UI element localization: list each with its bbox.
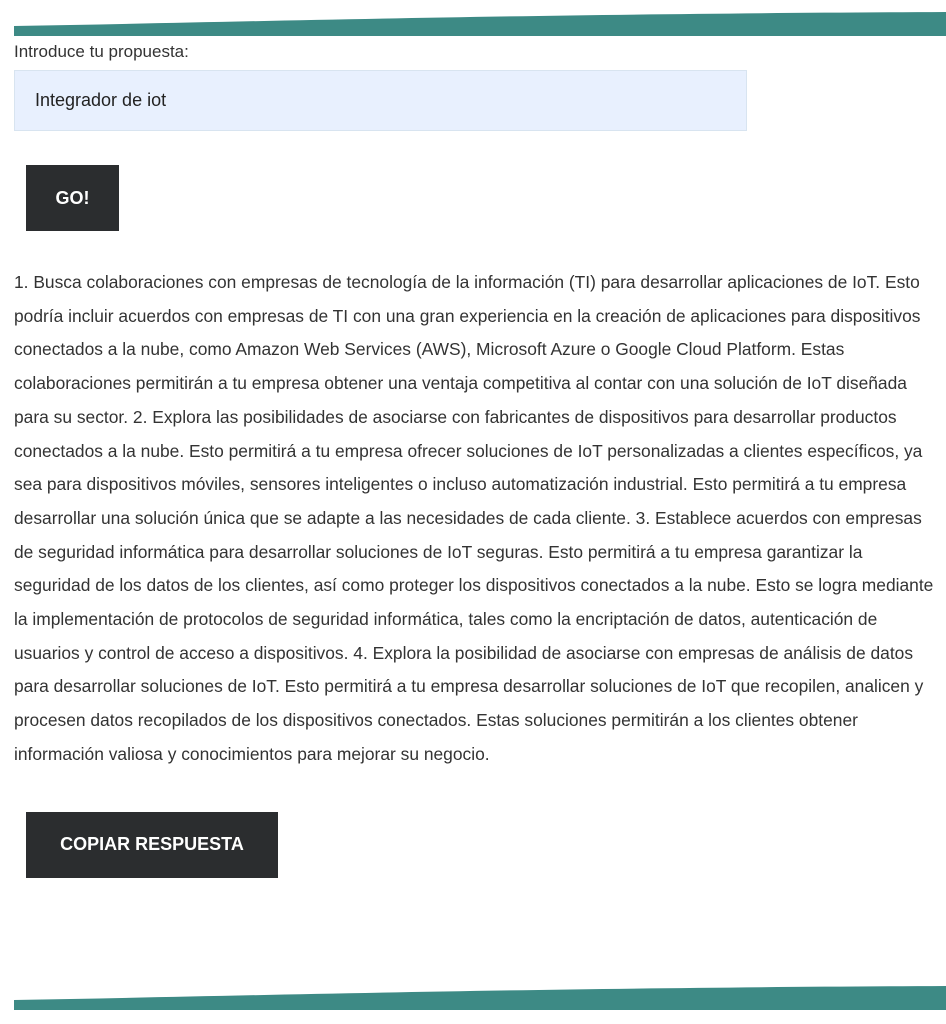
main-content — [14, 40, 934, 878]
proposal-input[interactable] — [14, 70, 747, 131]
proposal-label: Introduce tu propuesta: — [14, 42, 189, 61]
bottom-wave-shape — [14, 986, 946, 1010]
top-wave-shape — [14, 12, 946, 36]
answer-text: 1. Busca colaboraciones con empresas de tecnología de la información (TI) para desarrollar aplicaciones de IoT. Esto podría incluir acuerdos con empresas de TI con una gran experiencia en la creación de aplicaciones para dispositivos conectados a la nube, como Amazon Web Services (AWS), Microsoft Azure o Google Cloud Platform. Estas colaboraciones permitirán a tu empresa obtener una ventaja competitiva al contar con una solución de IoT diseñada para su sector. 2. Explora las posibilidades de asociarse con fabricantes de dispositivos para desarrollar productos conectados a la nube. Esto permitirá a tu empresa ofrecer soluciones de IoT personalizadas a clientes específicos, ya sea para dispositivos móviles, sensores inteligentes o incluso automatización industrial. Esto permitirá a tu empresa desarrollar una solución única que se adapte a las necesidades de cada cliente. 3. Establece acuerdos con empresas de seguridad informática para desarrollar soluciones de IoT seguras. Esto permitirá a tu empresa garantizar la seguridad de los datos de los clientes, así como proteger los dispositivos conectados a la nube. Esto se logra mediante la implementación de protocolos de seguridad informática, tales como la encriptación de datos, autenticación de usuarios y control de acceso a dispositivos. 4. Explora la posibilidad de asociarse con empresas de análisis de datos para desarrollar soluciones de IoT. Esto permitirá a tu empresa desarrollar soluciones de IoT que recopilen, analicen y procesen datos recopilados de los dispositivos conectados. Estas soluciones permitirán a los clientes obtener información valiosa y conocimientos para mejorar su negocio. — [14, 272, 934, 764]
top-wave-divider — [0, 12, 946, 36]
copy-answer-button[interactable]: COPIAR RESPUESTA — [26, 812, 278, 878]
bottom-wave-divider — [0, 986, 946, 1010]
go-button[interactable]: GO! — [26, 165, 119, 231]
